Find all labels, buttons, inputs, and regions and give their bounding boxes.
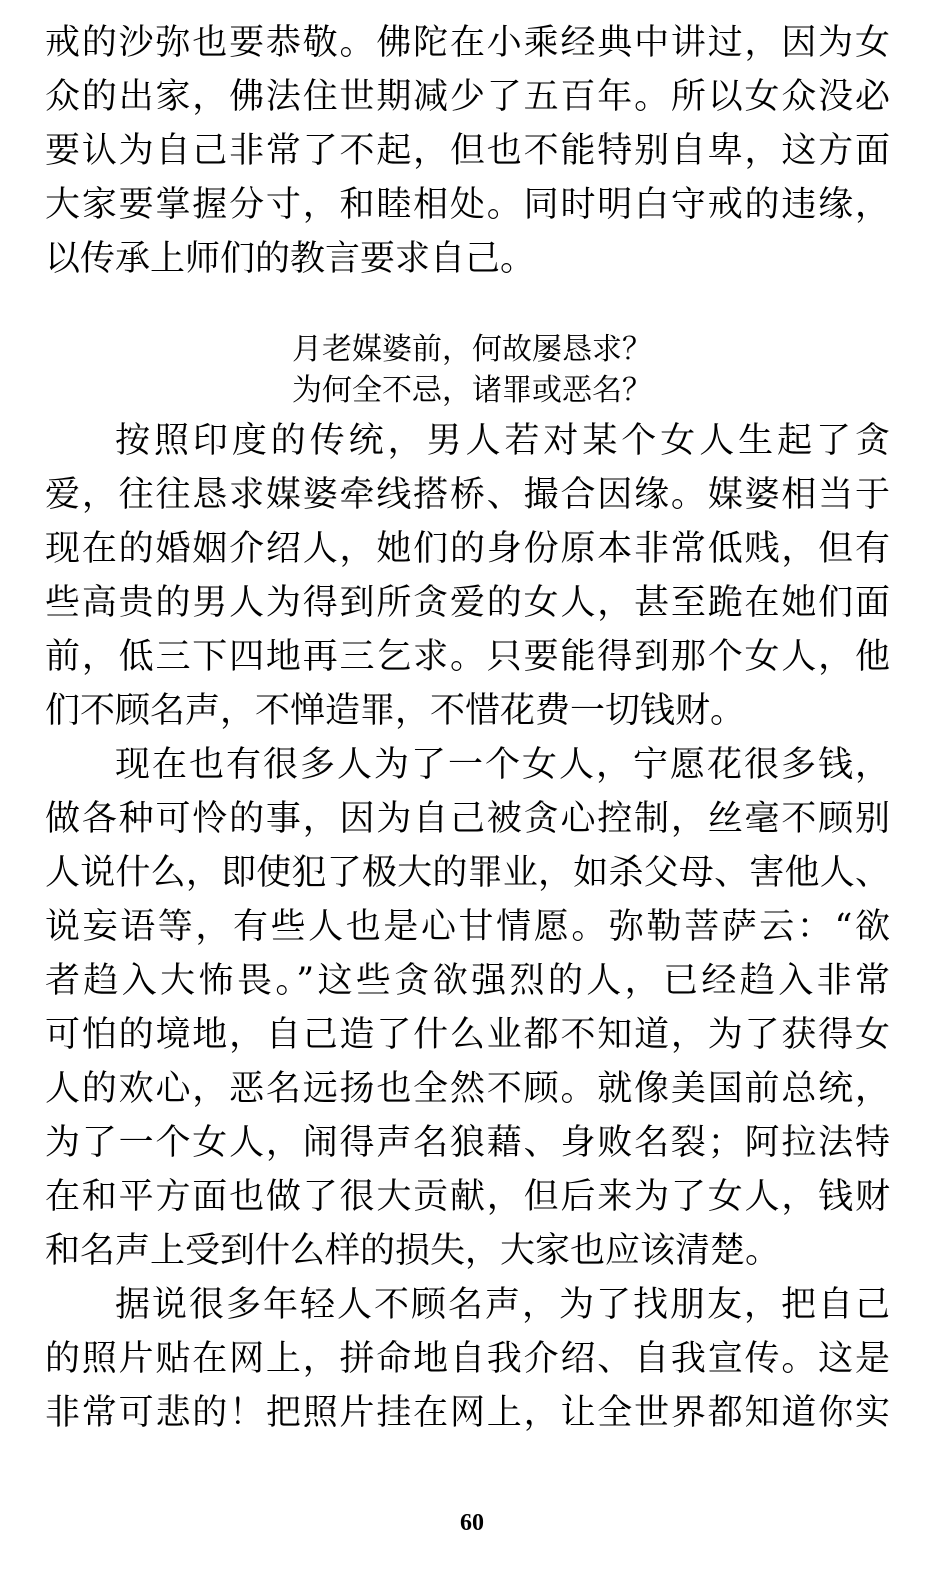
paragraph-3-line: 现在也有很多人为了一个女人，宁愿花很多钱， [115,745,890,785]
paragraph-1-line: 要认为自己非常了不起，但也不能特别自卑，这方面 [45,131,890,171]
paragraph-2-line: 现在的婚姻介绍人，她们的身份原本非常低贱，但有 [45,529,890,569]
paragraph-2-line: 按照印度的传统，男人若对某个女人生起了贪 [115,421,890,461]
paragraph-2-line: 些高贵的男人为得到所贪爱的女人，甚至跪在她们面 [45,583,890,623]
paragraph-2-line: 前，低三下四地再三乞求。只要能得到那个女人，他 [45,637,890,677]
paragraph-3-line: 为了一个女人，闹得声名狼藉、身败名裂；阿拉法特 [45,1123,890,1163]
paragraph-3-line: 和名声上受到什么样的损失，大家也应该清楚。 [45,1231,781,1271]
paragraph-4-line: 非常可悲的！把照片挂在网上，让全世界都知道你实 [45,1393,890,1433]
paragraph-1-line: 大家要掌握分寸，和睦相处。同时明白守戒的违缘， [45,185,890,225]
paragraph-3-line: 者趋入大怖畏。”这些贪欲强烈的人，已经趋入非常 [45,961,890,1001]
verse-line: 为何全不忌，诸罪或恶名？ [292,373,652,408]
paragraph-1-line: 戒的沙弥也要恭敬。佛陀在小乘经典中讲过，因为女 [45,23,890,63]
paragraph-1-line: 众的出家，佛法住世期减少了五百年。所以女众没必 [45,77,890,117]
paragraph-3-line: 做各种可怜的事，因为自己被贪心控制，丝毫不顾别 [45,799,890,839]
paragraph-3-line: 说妄语等，有些人也是心甘情愿。弥勒菩萨云：“欲 [45,907,890,947]
verse-line: 月老媒婆前，何故屡恳求？ [292,332,652,367]
page-number: 60 [460,1510,484,1536]
paragraph-1-line: 以传承上师们的教言要求自己。 [45,239,536,279]
paragraph-4-line: 的照片贴在网上，拼命地自我介绍、自我宣传。这是 [45,1339,890,1379]
paragraph-3-line: 人说什么，即使犯了极大的罪业，如杀父母、害他人、 [45,853,890,893]
paragraph-2-line: 爱，往往恳求媒婆牵线搭桥、撮合因缘。媒婆相当于 [45,475,890,515]
paragraph-4-line: 据说很多年轻人不顾名声，为了找朋友，把自己 [115,1285,890,1325]
paragraph-3-line: 人的欢心，恶名远扬也全然不顾。就像美国前总统， [45,1069,890,1109]
paragraph-2-line: 们不顾名声，不惮造罪，不惜花费一切钱财。 [45,691,746,731]
paragraph-3-line: 可怕的境地，自己造了什么业都不知道，为了获得女 [45,1015,890,1055]
paragraph-3-line: 在和平方面也做了很大贡献，但后来为了女人，钱财 [45,1177,890,1217]
